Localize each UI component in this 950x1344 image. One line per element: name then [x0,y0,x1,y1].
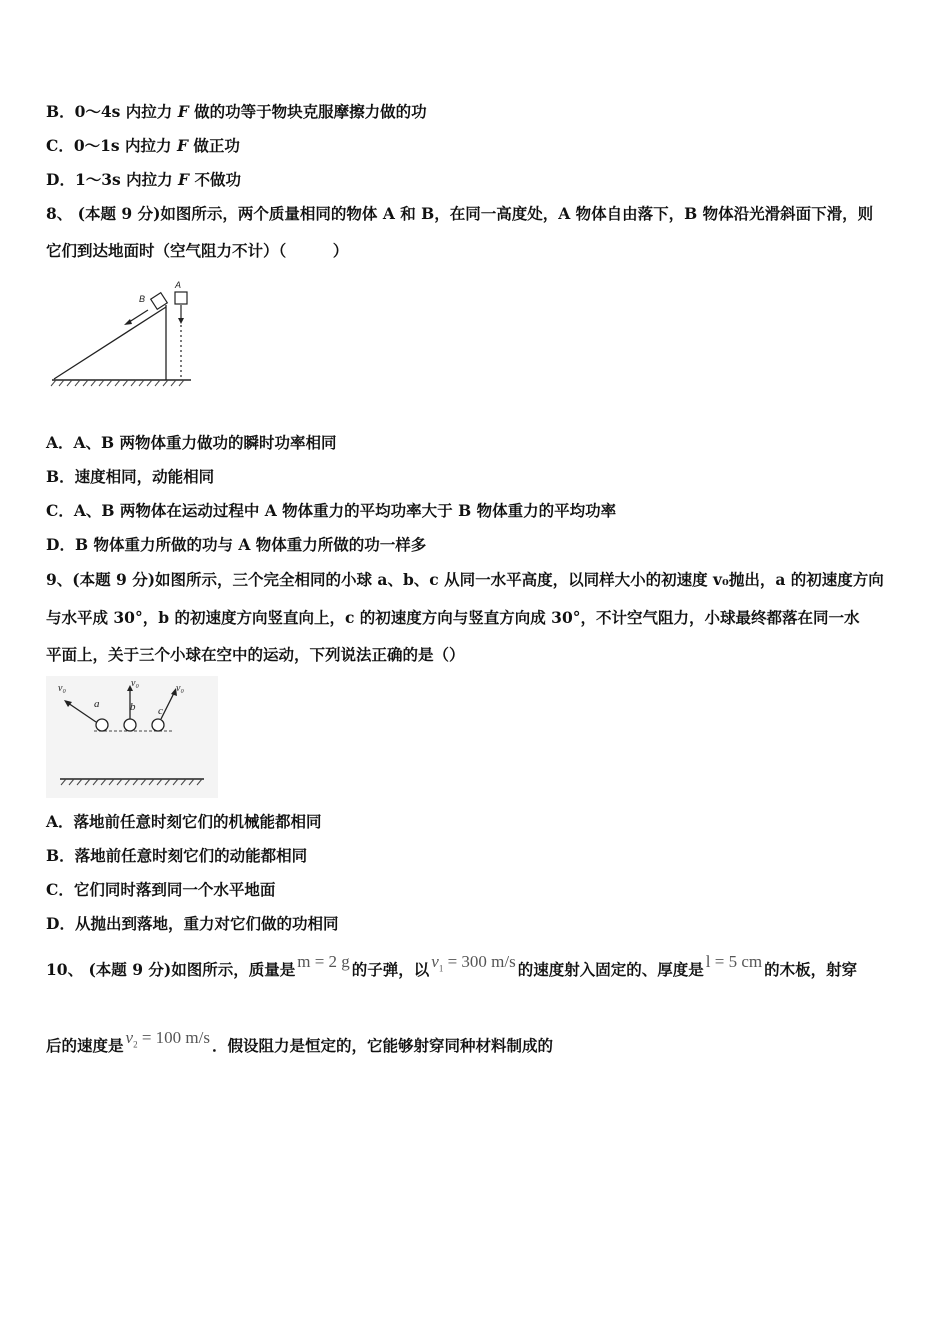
q8-option-c: C．A、B 两物体在运动过程中 A 物体重力的平均功率大于 B 物体重力的平均功率 [46,501,617,520]
math-thickness: l = 5 cm [705,952,763,971]
math-v1: $v_1 = 300$ m/s [431,952,516,974]
label-v0-c: v₀ [176,683,184,694]
q8-stem-line2: 它们到达地面时（空气阻力不计）（ ） [46,241,349,260]
label-b: b [130,701,136,713]
label-b: B [139,294,146,304]
q10-stem-line2: 后的速度是 $v_2 = 100$ m/s ．假设阻力是恒定的，它能够射穿同种材料制成的 [46,1028,553,1055]
q8-stem-line1: 8、 (本题 9 分)如图所示，两个质量相同的物体 A 和 B，在同一高度处，A 物体自由落下，B 物体沿光滑斜面下滑，则 [46,204,874,223]
ball-a [96,719,108,731]
q9-option-a: A．落地前任意时刻它们的机械能都相同 [46,812,322,831]
label-a: A [175,280,182,290]
block-a [175,292,187,304]
q9-figure-projectiles [46,676,218,798]
label-a: a [94,698,100,710]
math-mass: m = 2 g [297,952,350,971]
incline-slope [54,307,166,379]
q7-option-c: C．0～1s 内拉力 F 做正功 [46,136,240,155]
q8-option-d: D．B 物体重力所做的功与 A 物体重力所做的功一样多 [46,535,427,554]
q7-option-b: B．0～4s 内拉力 F 做的功等于物块克服摩擦力做的功 [46,102,427,121]
q9-option-c: C．它们同时落到同一个水平地面 [46,880,276,899]
label-v0-b: v₀ [131,678,139,689]
ball-b [124,719,136,731]
ball-c [152,719,164,731]
q10-stem-line1: 10、 (本题 9 分)如图所示，质量是 m = 2 g 的子弹，以 $v_1 = 300$ m/s 的速度射入固定的、厚度是 l = 5 cm 的木板，射穿 [46,952,858,979]
block-b [151,293,168,310]
q7-option-d: D．1～3s 内拉力 F 不做功 [46,170,241,189]
q8-option-b: B．速度相同，动能相同 [46,467,215,486]
q9-stem-line3: 平面上，关于三个小球在空中的运动，下列说法正确的是（） [46,645,465,664]
q9-option-b: B．落地前任意时刻它们的动能都相同 [46,846,308,865]
q9-stem-line1: 9、(本题 9 分)如图所示，三个完全相同的小球 a、b、c 从同一水平高度，以同样大小的初速度 v₀抛出，a 的初速度方向 [46,570,884,589]
label-c: c [158,705,163,717]
q8-option-a: A．A、B 两物体重力做功的瞬时功率相同 [46,433,337,452]
q9-option-d: D．从抛出到落地，重力对它们做的功相同 [46,914,339,933]
label-v0-a: v₀ [58,683,66,694]
q8-figure-incline [46,275,206,390]
q9-stem-line2: 与水平成 30°，b 的初速度方向竖直向上，c 的初速度方向与竖直方向成 30°，不计空气阻力，小球最终都落在同一水 [46,608,860,627]
math-v2: $v_2 = 100$ m/s [125,1028,210,1050]
